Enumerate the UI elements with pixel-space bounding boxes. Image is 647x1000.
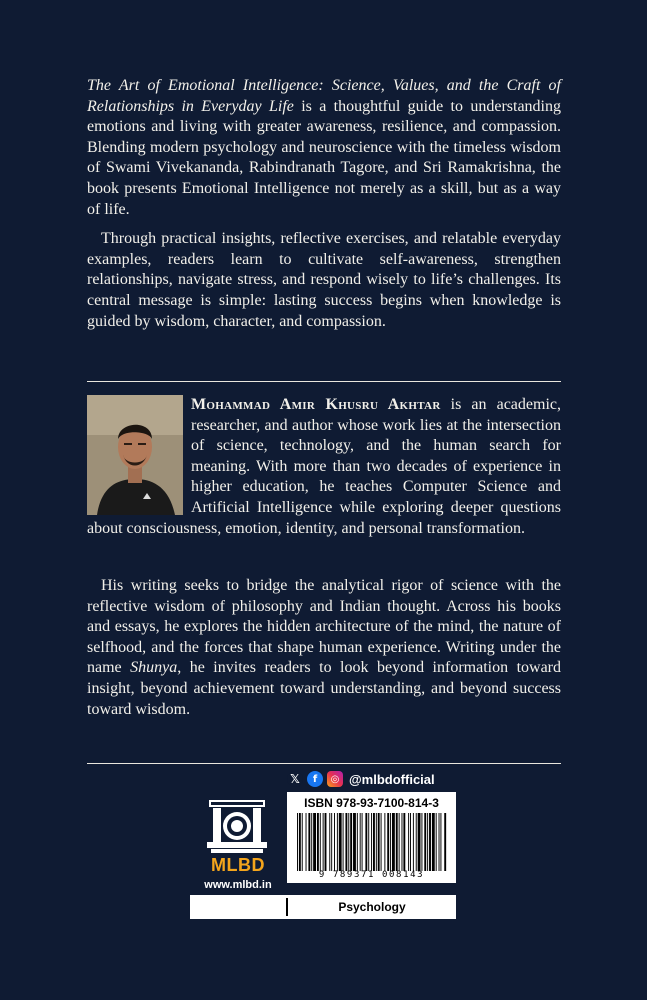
instagram-icon[interactable]: ◎: [327, 771, 343, 787]
barcode-bar: [390, 813, 391, 871]
barcode-bar: [334, 813, 335, 871]
blurb-paragraph-2: Through practical insights, reflective exercises, and relatable everyday examples, readers learn to cultivate self-awareness, strengthen relationships, navigate stress, and respond wisely to life’s challenges. Its central message is simple: lasting success begins when knowledge is guided by wisdom, character, and compassion.: [87, 230, 561, 330]
barcode-bar: [368, 813, 369, 871]
barcode-bar: [384, 813, 385, 871]
author-bio-paragraph-2: [87, 576, 561, 720]
barcode: [295, 813, 449, 871]
divider: [87, 381, 561, 382]
barcode-bar: [308, 813, 310, 871]
barcode-bar: [399, 813, 400, 871]
author-bio-text: is an academic, researcher, and author whose work lies at the intersection of science, technology, and the human search for meaning. With more than two decades of experience in higher education, he teaches Computer Science and Artificial Intelligence while exploring deeper questions about consciousness, emotion, identity, and personal transformation.: [87, 396, 561, 537]
barcode-bar: [429, 813, 431, 871]
x-icon[interactable]: 𝕏: [287, 771, 303, 787]
blurb-paragraph-1: [87, 76, 561, 220]
barcode-bar: [387, 813, 389, 871]
barcode-bar: [302, 813, 303, 871]
barcode-bar: [329, 813, 330, 871]
barcode-bar: [432, 813, 435, 871]
facebook-icon[interactable]: f: [307, 771, 323, 787]
publisher-website[interactable]: www.mlbd.in: [204, 879, 272, 891]
barcode-bar: [427, 813, 428, 871]
barcode-bar: [403, 813, 405, 871]
barcode-bar: [396, 813, 398, 871]
pen-name: Shunya: [130, 659, 178, 677]
barcode-bar: [365, 813, 367, 871]
barcode-bar: [376, 813, 377, 871]
barcode-bar: [424, 813, 426, 871]
bio2-start: His writing seeks to bridge the analytical rigor of science with the reflective wisdom of philosophy and Indian thought. Across his books and essays, he explores the hidden architecture of the mind, the nature of selfhood, and the forces that shape human experience. Writing under the name: [87, 577, 561, 677]
barcode-bar: [313, 813, 316, 871]
barcode-bar: [297, 813, 298, 871]
social-links: [287, 770, 435, 788]
barcode-bar: [360, 813, 361, 871]
book-title: The Art of Emotional Intelligence: Science, Values, and the Craft of Relationships in Everyday Life: [87, 77, 561, 115]
barcode-bar: [353, 813, 356, 871]
barcode-bar: [311, 813, 312, 871]
barcode-bar: [345, 813, 347, 871]
barcode-bar: [444, 813, 446, 871]
barcode-bar: [378, 813, 380, 871]
divider: [87, 763, 561, 764]
book-blurb: [87, 76, 561, 332]
publisher-name: MLBD: [211, 855, 265, 875]
barcode-bar: [373, 813, 375, 871]
category-label: Psychology: [338, 900, 406, 914]
barcode-bar: [440, 813, 441, 871]
author-bio-section: [87, 395, 561, 575]
barcode-bar: [410, 813, 411, 871]
barcode-bar: [320, 813, 321, 871]
author-bio-paragraph-1: [87, 395, 561, 539]
barcode-bar: [317, 813, 319, 871]
barcode-bar: [331, 813, 332, 871]
isbn-barcode-box: [287, 792, 456, 883]
barcode-bar: [408, 813, 409, 871]
barcode-bar: [371, 813, 372, 871]
barcode-bar: [362, 813, 363, 871]
social-handle[interactable]: @mlbdofficial: [349, 771, 435, 787]
barcode-bar: [348, 813, 349, 871]
barcode-bar: [339, 813, 342, 871]
barcode-bar: [381, 813, 382, 871]
isbn-label: ISBN 978-93-7100-814-3: [304, 796, 439, 810]
barcode-bar: [392, 813, 395, 871]
barcode-bar: [357, 813, 358, 871]
barcode-bar: [343, 813, 344, 871]
barcode-bar: [439, 813, 440, 871]
barcode-bar: [413, 813, 414, 871]
barcode-bar: [418, 813, 421, 871]
author-name: Mohammad Amir Khusru Akhtar: [191, 396, 441, 413]
barcode-bar: [350, 813, 352, 871]
category-box: [190, 895, 456, 919]
barcode-bar: [416, 813, 417, 871]
barcode-bar: [323, 813, 324, 871]
barcode-bar: [337, 813, 338, 871]
barcode-bar: [325, 813, 327, 871]
barcode-bar: [299, 813, 301, 871]
barcode-bar: [436, 813, 437, 871]
barcode-bar: [306, 813, 307, 871]
barcode-bar: [421, 813, 422, 871]
bio2-end: , he invites readers to look beyond information toward insight, beyond achievement toward understanding, and beyond success toward wisdom.: [87, 659, 561, 718]
barcode-digits: 9 789371 008143: [318, 870, 425, 880]
barcode-bar: [402, 813, 403, 871]
blurb-paragraph-1-text: is a thoughtful guide to understanding emotions and living with greater awareness, resilience, and compassion. Blending modern psychology and neuroscience with the timeless wisdom of Swami Vivekananda, Rabindranath Tagore, and Sri Ramakrishna, the book presents Emotional Intelligence not merely as a skill, but as a way of life.: [87, 97, 561, 218]
